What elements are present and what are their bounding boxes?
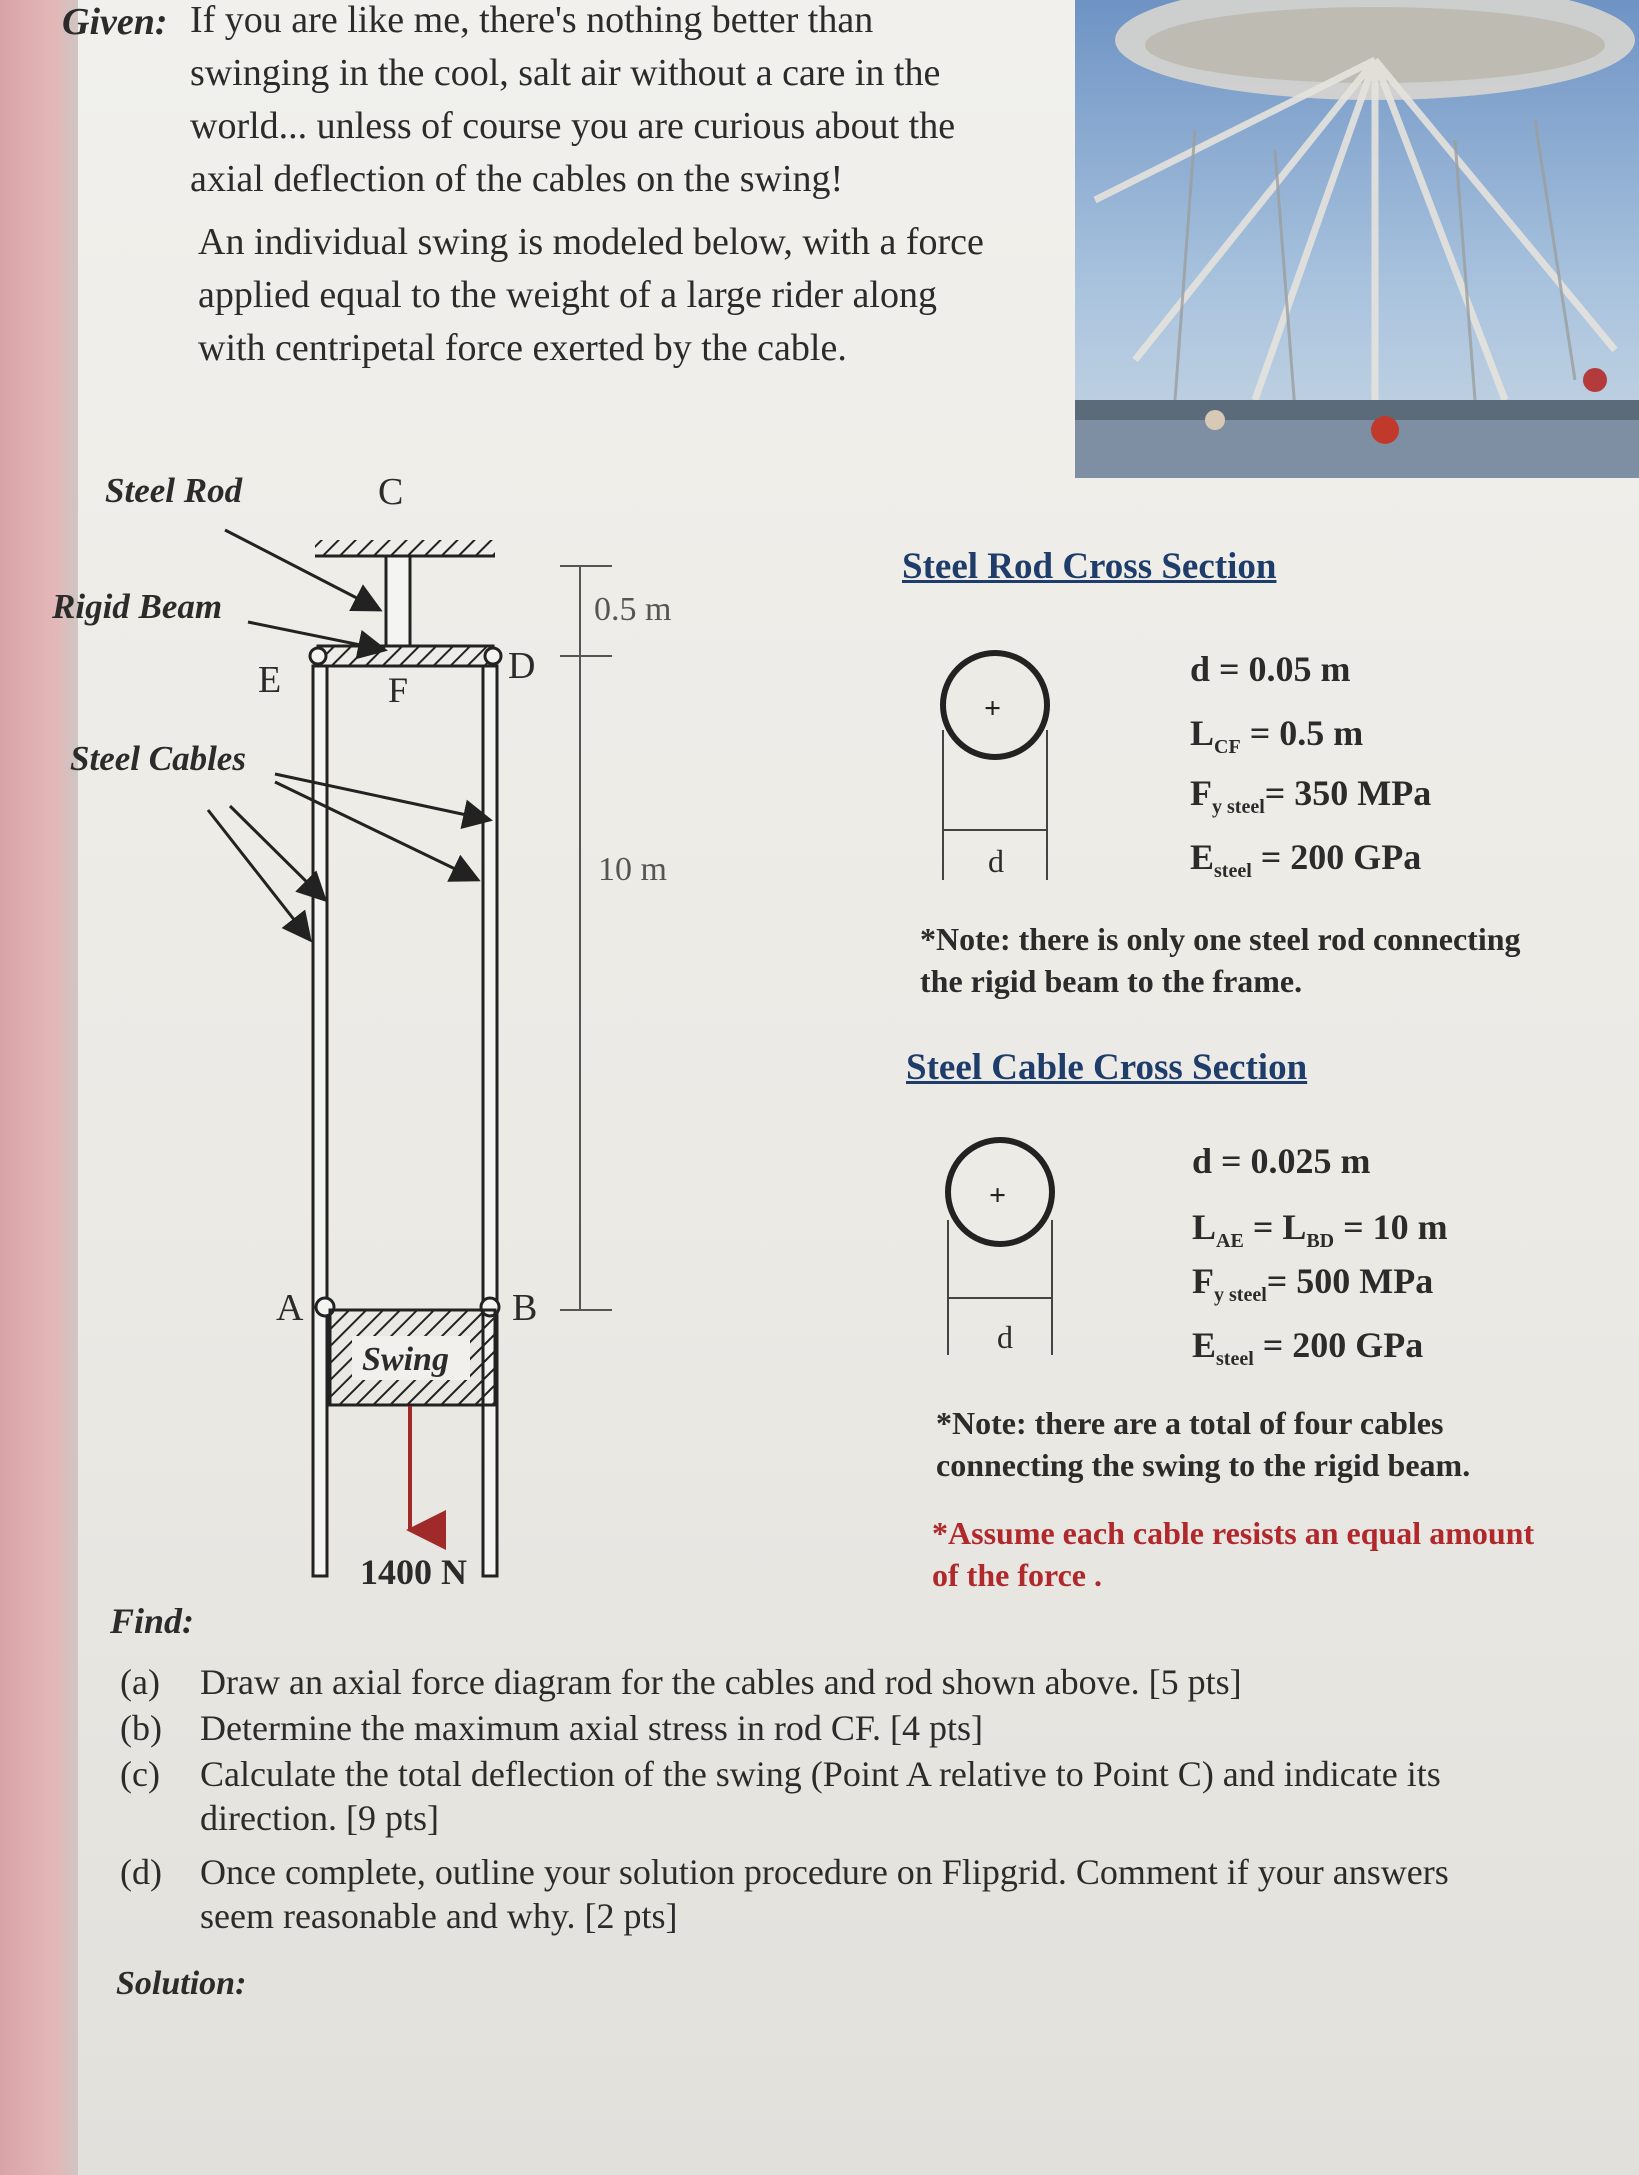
cable-pointer	[230, 806, 325, 900]
cable-yield-symbol: F	[1192, 1261, 1214, 1301]
cable-length-equals: = L	[1252, 1207, 1307, 1247]
cable-length-subscript: AE	[1216, 1230, 1244, 1253]
given-line: with centripetal force exerted by the cable.	[198, 327, 847, 369]
rod-modulus-subscript: steel	[1214, 860, 1252, 883]
cable-yield-value: = 500 MPa	[1266, 1261, 1434, 1301]
cable-modulus-symbol: E	[1192, 1325, 1217, 1365]
cable-note	[936, 1402, 1626, 1486]
rod-yield-value: = 350 MPa	[1264, 773, 1432, 813]
centroid-plus-icon: +	[984, 692, 1002, 725]
cable-note-line: *Note: there are a total of four cables	[936, 1405, 1444, 1441]
given-paragraph-1	[190, 0, 1070, 206]
load-value: 1400 N	[360, 1552, 467, 1592]
swing-structure-diagram	[0, 470, 1080, 1620]
pin-d	[485, 648, 501, 664]
find-item-letter: (d)	[120, 1852, 162, 1892]
rod-yield-symbol: F	[1190, 773, 1212, 813]
find-item-letter: (b)	[120, 1708, 162, 1748]
dimension-rod-length: 0.5 m	[594, 591, 672, 628]
steel-rod-cf	[386, 556, 410, 646]
cable-yield-strength	[1192, 1260, 1433, 1307]
rigid-beam-label: Rigid Beam	[52, 587, 223, 626]
dimension-cable-length: 10 m	[598, 851, 667, 888]
find-item-letter: (a)	[120, 1662, 160, 1702]
rigid-beam-ed	[318, 646, 493, 666]
given-line: world... unless of course you are curious about the	[190, 105, 956, 147]
rod-length	[1190, 712, 1363, 759]
given-label: Given:	[62, 1, 168, 43]
cable-bd	[483, 666, 497, 1576]
find-item-letter: (c)	[120, 1754, 160, 1794]
point-d-label: D	[508, 645, 536, 687]
find-item-text: seem reasonable and why. [2 pts]	[200, 1896, 678, 1936]
find-label: Find:	[110, 1601, 195, 1641]
cable-length-subscript: BD	[1306, 1230, 1335, 1253]
point-b-label: B	[512, 1287, 538, 1329]
rod-modulus-value: = 200 GPa	[1260, 837, 1422, 877]
cable-modulus	[1192, 1324, 1423, 1371]
given-line: applied equal to the weight of a large rider along	[198, 274, 937, 316]
swing-ride-photo	[1075, 0, 1639, 478]
find-item-text: Calculate the total deflection of the swing (Point A relative to Point C) and indicate its	[200, 1754, 1441, 1794]
cable-modulus-subscript: steel	[1216, 1348, 1254, 1371]
given-line: An individual swing is modeled below, with a force	[198, 221, 984, 263]
cable-length-value: = 10 m	[1343, 1207, 1448, 1247]
cable-diameter: d = 0.025 m	[1192, 1141, 1371, 1181]
steel-rod-label: Steel Rod	[105, 471, 243, 510]
find-item-d	[120, 1850, 1630, 1938]
cable-diameter-label: d	[997, 1319, 1013, 1355]
find-item-c	[120, 1752, 1630, 1840]
solution-label: Solution:	[116, 1965, 247, 2002]
rod-note	[920, 918, 1630, 1002]
find-item-a	[120, 1660, 1630, 1704]
given-line: swinging in the cool, salt air without a care in the	[190, 52, 941, 94]
point-c-label: C	[378, 471, 404, 513]
cable-pointer	[208, 810, 310, 940]
rod-yield-strength	[1190, 772, 1431, 819]
swing-label: Swing	[362, 1341, 449, 1378]
cable-section-title: Steel Cable Cross Section	[906, 1047, 1308, 1088]
find-item-text: Determine the maximum axial stress in rod CF. [4 pts]	[200, 1708, 983, 1748]
cable-yield-subscript: y steel	[1214, 1284, 1267, 1307]
fixed-support-hatch	[315, 540, 495, 556]
point-f-label: F	[388, 670, 409, 710]
find-item-text: Once complete, outline your solution procedure on Flipgrid. Comment if your answers	[200, 1852, 1449, 1892]
given-line: If you are like me, there's nothing better than	[190, 0, 874, 41]
steel-cables-label: Steel Cables	[70, 739, 246, 778]
rod-note-line: *Note: there is only one steel rod connecting	[920, 921, 1521, 957]
cable-assumption-line: *Assume each cable resists an equal amount	[932, 1515, 1535, 1551]
cable-section-figure	[935, 1130, 1095, 1370]
rod-length-subscript: CF	[1214, 736, 1241, 759]
rod-modulus	[1190, 836, 1421, 883]
rod-section-title: Steel Rod Cross Section	[902, 546, 1277, 587]
swing-ride-photo-drawing	[1075, 0, 1639, 478]
rod-length-value: = 0.5 m	[1249, 713, 1364, 753]
centroid-plus-icon: +	[989, 1179, 1007, 1212]
rod-diameter-label: d	[988, 843, 1004, 879]
point-e-label: E	[258, 659, 282, 701]
rod-length-symbol: L	[1190, 713, 1215, 753]
cable-assumption	[932, 1512, 1632, 1596]
cable-note-line: connecting the swing to the rigid beam.	[936, 1447, 1471, 1483]
pin-e	[310, 648, 326, 664]
rod-diameter: d = 0.05 m	[1190, 649, 1351, 689]
rod-yield-subscript: y steel	[1212, 796, 1265, 819]
cable-modulus-value: = 200 GPa	[1262, 1325, 1424, 1365]
cable-length	[1192, 1206, 1448, 1253]
point-a-label: A	[276, 1287, 304, 1329]
cable-assumption-line: of the force .	[932, 1557, 1102, 1593]
find-item-text: direction. [9 pts]	[200, 1798, 439, 1838]
cable-length-symbol: L	[1192, 1207, 1217, 1247]
find-item-b	[120, 1706, 1630, 1750]
given-paragraph-2	[198, 216, 1058, 375]
find-item-text: Draw an axial force diagram for the cables and rod shown above. [5 pts]	[200, 1662, 1242, 1702]
rod-note-line: the rigid beam to the frame.	[920, 963, 1303, 999]
given-line: axial deflection of the cables on the swing!	[190, 158, 844, 200]
rod-modulus-symbol: E	[1190, 837, 1215, 877]
rod-section-figure	[930, 640, 1090, 880]
